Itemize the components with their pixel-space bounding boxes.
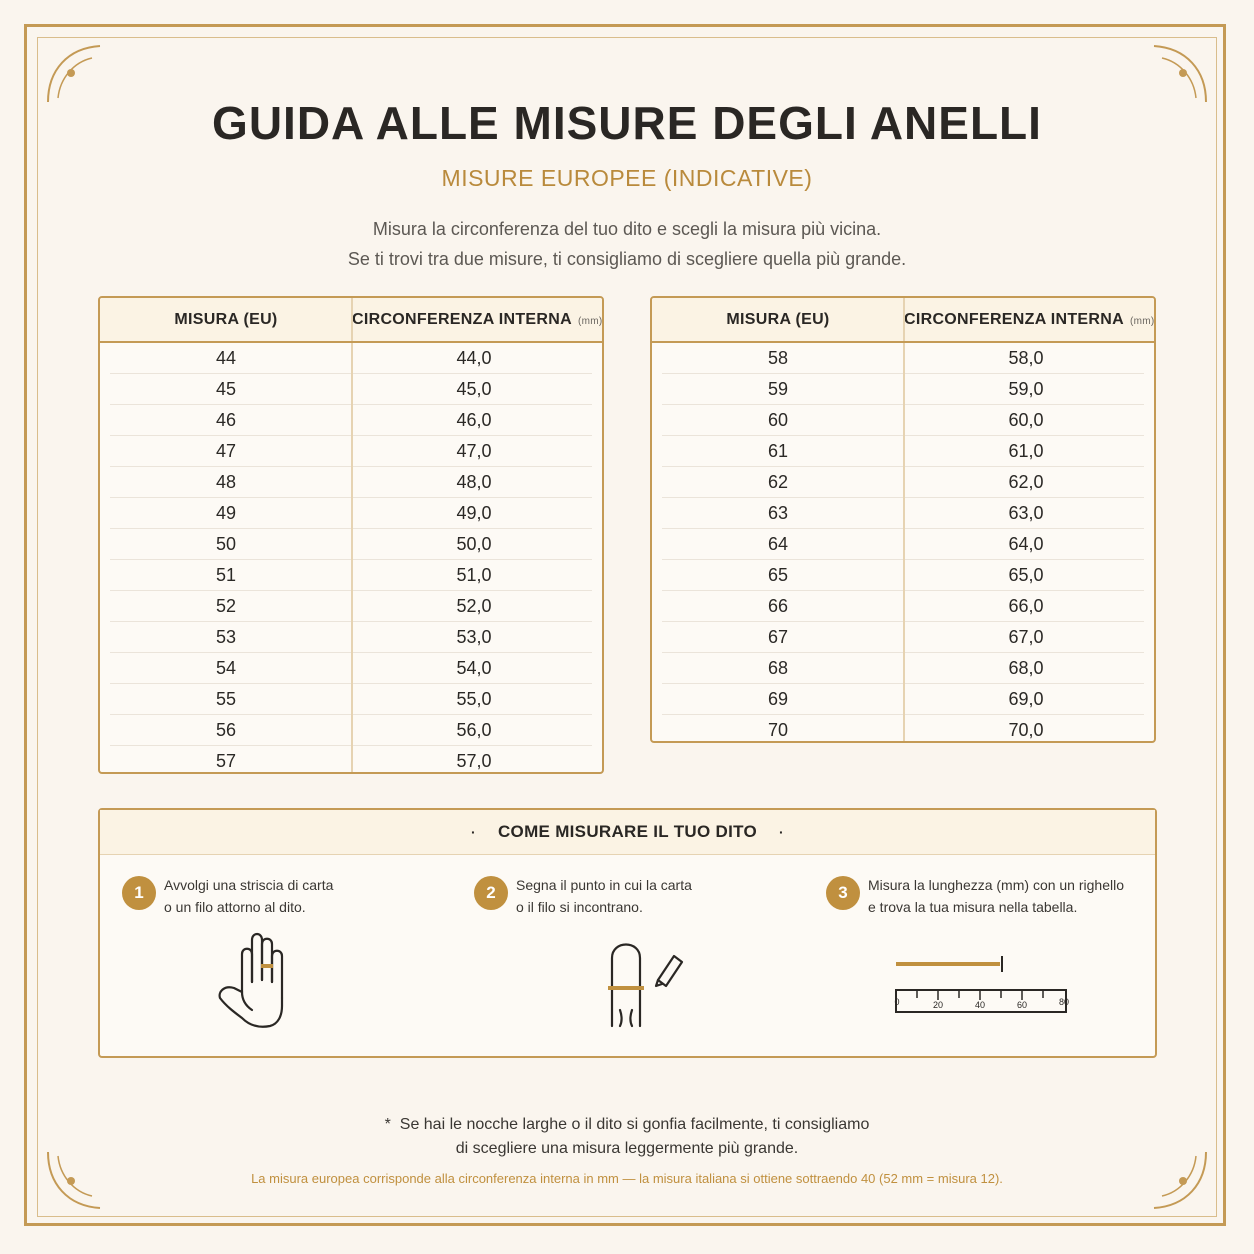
step-text-line-2: e trova la tua misura nella tabella. (868, 899, 1078, 915)
ruler-ticks (917, 990, 1043, 1000)
circumference-cell: 60,0 (1008, 410, 1044, 430)
size-cell: 68 (767, 658, 789, 678)
circumference-cell: 64,0 (1008, 534, 1044, 554)
hand-icon (212, 930, 332, 1030)
circumference-cell: 69,0 (1008, 689, 1044, 709)
column-header-circumference (352, 311, 602, 329)
step-number-badge: 3 (826, 876, 860, 910)
circumference-cell: 70,0 (1008, 720, 1044, 740)
size-cell: 69 (767, 689, 789, 709)
circumference-cell: 51,0 (456, 565, 492, 585)
circumference-cell: 62,0 (1008, 472, 1044, 492)
circumference-cell: 57,0 (456, 751, 492, 771)
circumference-cell: 67,0 (1008, 627, 1044, 647)
how-to-measure-title: COME MISURARE IL TUO DITO (497, 822, 758, 841)
size-cell: 47 (215, 441, 237, 461)
circumference-cell: 59,0 (1008, 379, 1044, 399)
intro-line-2: Se ti trovi tra due misure, ti consigliamo di scegliere quella più grande. (347, 249, 907, 269)
circumference-cell: 58,0 (1008, 348, 1044, 368)
table-header (652, 298, 1154, 343)
size-cell: 57 (215, 751, 237, 771)
column-header-circumference-label: CIRCONFERENZA INTERNA (904, 310, 1124, 328)
circumference-cell: 48,0 (456, 472, 492, 492)
size-cell: 61 (767, 441, 789, 461)
circumference-cell: 54,0 (456, 658, 492, 678)
size-cell: 54 (215, 658, 237, 678)
asterisk: * (384, 1116, 391, 1133)
step-text-line-1: Segna il punto in cui la carta (516, 877, 692, 893)
step-text-line-2: o un filo attorno al dito. (164, 899, 306, 915)
advice-note-line-2: di scegliere una misura leggermente più grande. (455, 1140, 799, 1157)
size-cell: 66 (767, 596, 789, 616)
size-cell: 58 (767, 348, 789, 368)
circumference-cell: 46,0 (456, 410, 492, 430)
step-text-line-1: Avvolgi una striscia di carta (164, 877, 334, 893)
size-cell: 53 (215, 627, 237, 647)
unit-label: (mm) (577, 315, 602, 327)
column-header-size: MISURA (EU) (174, 310, 278, 328)
finger-pen-icon (600, 938, 700, 1030)
ruler-label: 80 (1058, 997, 1070, 1007)
circumference-cell: 45,0 (456, 379, 492, 399)
column-header-size: MISURA (EU) (726, 310, 830, 328)
step-text (868, 874, 1158, 918)
advice-note-line-1 (0, 1113, 1254, 1137)
step-number-badge: 2 (474, 876, 508, 910)
size-cell: 63 (767, 503, 789, 523)
size-cell: 49 (215, 503, 237, 523)
size-cell: 44 (215, 348, 237, 368)
circumference-cell: 47,0 (456, 441, 492, 461)
column-divider (903, 298, 905, 341)
circumference-cell: 49,0 (456, 503, 492, 523)
step-text (164, 874, 454, 918)
advice-note-text-1: Se hai le nocche larghe o il dito si gonfia facilmente, ti consigliamo (399, 1116, 870, 1133)
size-cell: 70 (767, 720, 789, 740)
size-cell: 60 (767, 410, 789, 430)
table-header (100, 298, 602, 343)
size-cell: 64 (767, 534, 789, 554)
size-cell: 51 (215, 565, 237, 585)
ruler-icon (892, 950, 1072, 1020)
size-cell: 59 (767, 379, 789, 399)
how-to-measure-box (98, 808, 1157, 1058)
ruler-label: 0 (894, 997, 900, 1007)
column-divider (903, 343, 905, 743)
column-divider (351, 343, 353, 774)
circumference-cell: 63,0 (1008, 503, 1044, 523)
size-cell: 55 (215, 689, 237, 709)
size-cell: 56 (215, 720, 237, 740)
size-table-left (98, 296, 604, 774)
table-body (652, 343, 1154, 743)
table-body (100, 343, 602, 774)
unit-label: (mm) (1129, 315, 1154, 327)
size-cell: 50 (215, 534, 237, 554)
size-cell: 65 (767, 565, 789, 585)
column-header-circumference-label: CIRCONFERENZA INTERNA (352, 310, 572, 328)
circumference-cell: 52,0 (456, 596, 492, 616)
footnote: La misura europea corrisponde alla circonferenza interna in mm — la misura italiana si ottiene sottraendo 40 (52 mm = misura 12). (251, 1171, 1003, 1186)
page-subtitle: MISURE EUROPEE (INDICATIVE) (441, 165, 813, 191)
circumference-cell: 44,0 (456, 348, 492, 368)
ruler-label: 60 (1016, 1000, 1028, 1010)
circumference-cell: 53,0 (456, 627, 492, 647)
circumference-cell: 65,0 (1008, 565, 1044, 585)
size-cell: 67 (767, 627, 789, 647)
heading-dot-right: · (779, 824, 784, 840)
step-number-badge: 1 (122, 876, 156, 910)
intro-line-1: Misura la circonferenza del tuo dito e scegli la misura più vicina. (372, 219, 882, 239)
circumference-cell: 61,0 (1008, 441, 1044, 461)
page-title: GUIDA ALLE MISURE DEGLI ANELLI (212, 97, 1042, 149)
heading-dot-left: · (471, 824, 476, 840)
size-cell: 52 (215, 596, 237, 616)
step-text-line-2: o il filo si incontrano. (516, 899, 643, 915)
how-to-measure-heading (100, 810, 1155, 855)
circumference-cell: 68,0 (1008, 658, 1044, 678)
size-cell: 45 (215, 379, 237, 399)
circumference-cell: 55,0 (456, 689, 492, 709)
advice-note (0, 1113, 1254, 1161)
ruler-label: 20 (932, 1000, 944, 1010)
size-cell: 48 (215, 472, 237, 492)
circumference-cell: 66,0 (1008, 596, 1044, 616)
ruler-label: 40 (974, 1000, 986, 1010)
circumference-cell: 50,0 (456, 534, 492, 554)
column-divider (351, 298, 353, 341)
size-cell: 62 (767, 472, 789, 492)
intro-text (0, 214, 1254, 274)
size-table-right (650, 296, 1156, 743)
size-cell: 46 (215, 410, 237, 430)
circumference-cell: 56,0 (456, 720, 492, 740)
step-text-line-1: Misura la lunghezza (mm) con un righello (868, 877, 1124, 893)
step-text (516, 874, 806, 918)
column-header-circumference (904, 311, 1154, 329)
